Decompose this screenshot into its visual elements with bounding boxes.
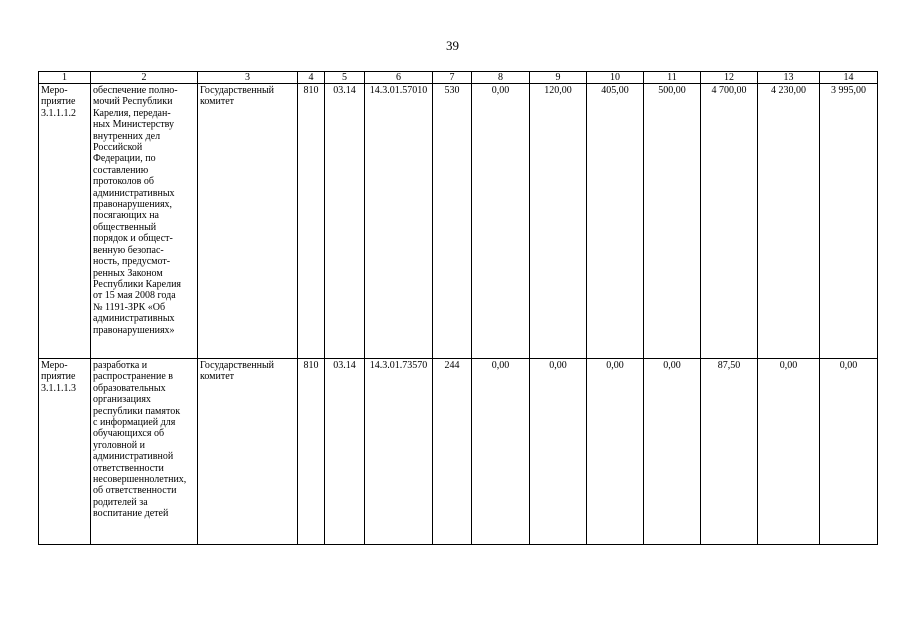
value-cell: 0,00 [587, 359, 644, 545]
column-header: 1 [39, 72, 91, 84]
csr-cell: 14.3.01.57010 [365, 84, 433, 359]
vr-cell: 530 [433, 84, 472, 359]
activity-cell: Меро- приятие 3.1.1.1.2 [39, 84, 91, 359]
rzpr-cell: 03.14 [325, 84, 365, 359]
vr-cell: 244 [433, 359, 472, 545]
column-header: 3 [198, 72, 298, 84]
value-cell: 87,50 [701, 359, 758, 545]
value-cell: 500,00 [644, 84, 701, 359]
value-cell: 120,00 [530, 84, 587, 359]
description-cell: обеспечение полно- мочий Республики Карелия, передан- ных Министерству внутренних дел Российской Федерации, по составлению протоколов об административных правонарушениях, посягающих на общественный порядок и общест- венную безопас- ность, предусмот- ренных Законом Республики Карелия от 15 мая 2008 года № 1191-ЗРК «Об административных правонарушениях» [91, 84, 198, 359]
column-header: 5 [325, 72, 365, 84]
activity-cell: Меро- приятие 3.1.1.1.3 [39, 359, 91, 545]
page-number: 39 [446, 38, 459, 53]
executor-cell: Государственный комитет [198, 84, 298, 359]
value-cell: 405,00 [587, 84, 644, 359]
column-header: 13 [758, 72, 820, 84]
column-header: 4 [298, 72, 325, 84]
table-row [39, 84, 878, 359]
grbs-cell: 810 [298, 359, 325, 545]
column-header: 10 [587, 72, 644, 84]
grbs-cell: 810 [298, 84, 325, 359]
value-cell: 0,00 [472, 359, 530, 545]
value-cell: 0,00 [820, 359, 878, 545]
value-cell: 0,00 [530, 359, 587, 545]
column-header: 7 [433, 72, 472, 84]
column-header: 8 [472, 72, 530, 84]
budget-table [38, 71, 878, 545]
value-cell: 0,00 [758, 359, 820, 545]
rzpr-cell: 03.14 [325, 359, 365, 545]
column-header: 9 [530, 72, 587, 84]
table-row [39, 359, 878, 545]
column-header: 14 [820, 72, 878, 84]
column-header: 6 [365, 72, 433, 84]
header-row [39, 72, 878, 84]
value-cell: 0,00 [472, 84, 530, 359]
value-cell: 3 995,00 [820, 84, 878, 359]
value-cell: 4 700,00 [701, 84, 758, 359]
value-cell: 4 230,00 [758, 84, 820, 359]
executor-cell: Государственный комитет [198, 359, 298, 545]
description-cell: разработка и распространение в образовательных организациях республики памяток с информацией для обучающихся об уголовной и административной ответственности несовершеннолетних, об ответственности родителей за воспитание детей [91, 359, 198, 545]
csr-cell: 14.3.01.73570 [365, 359, 433, 545]
column-header: 12 [701, 72, 758, 84]
value-cell: 0,00 [644, 359, 701, 545]
column-header: 11 [644, 72, 701, 84]
column-header: 2 [91, 72, 198, 84]
